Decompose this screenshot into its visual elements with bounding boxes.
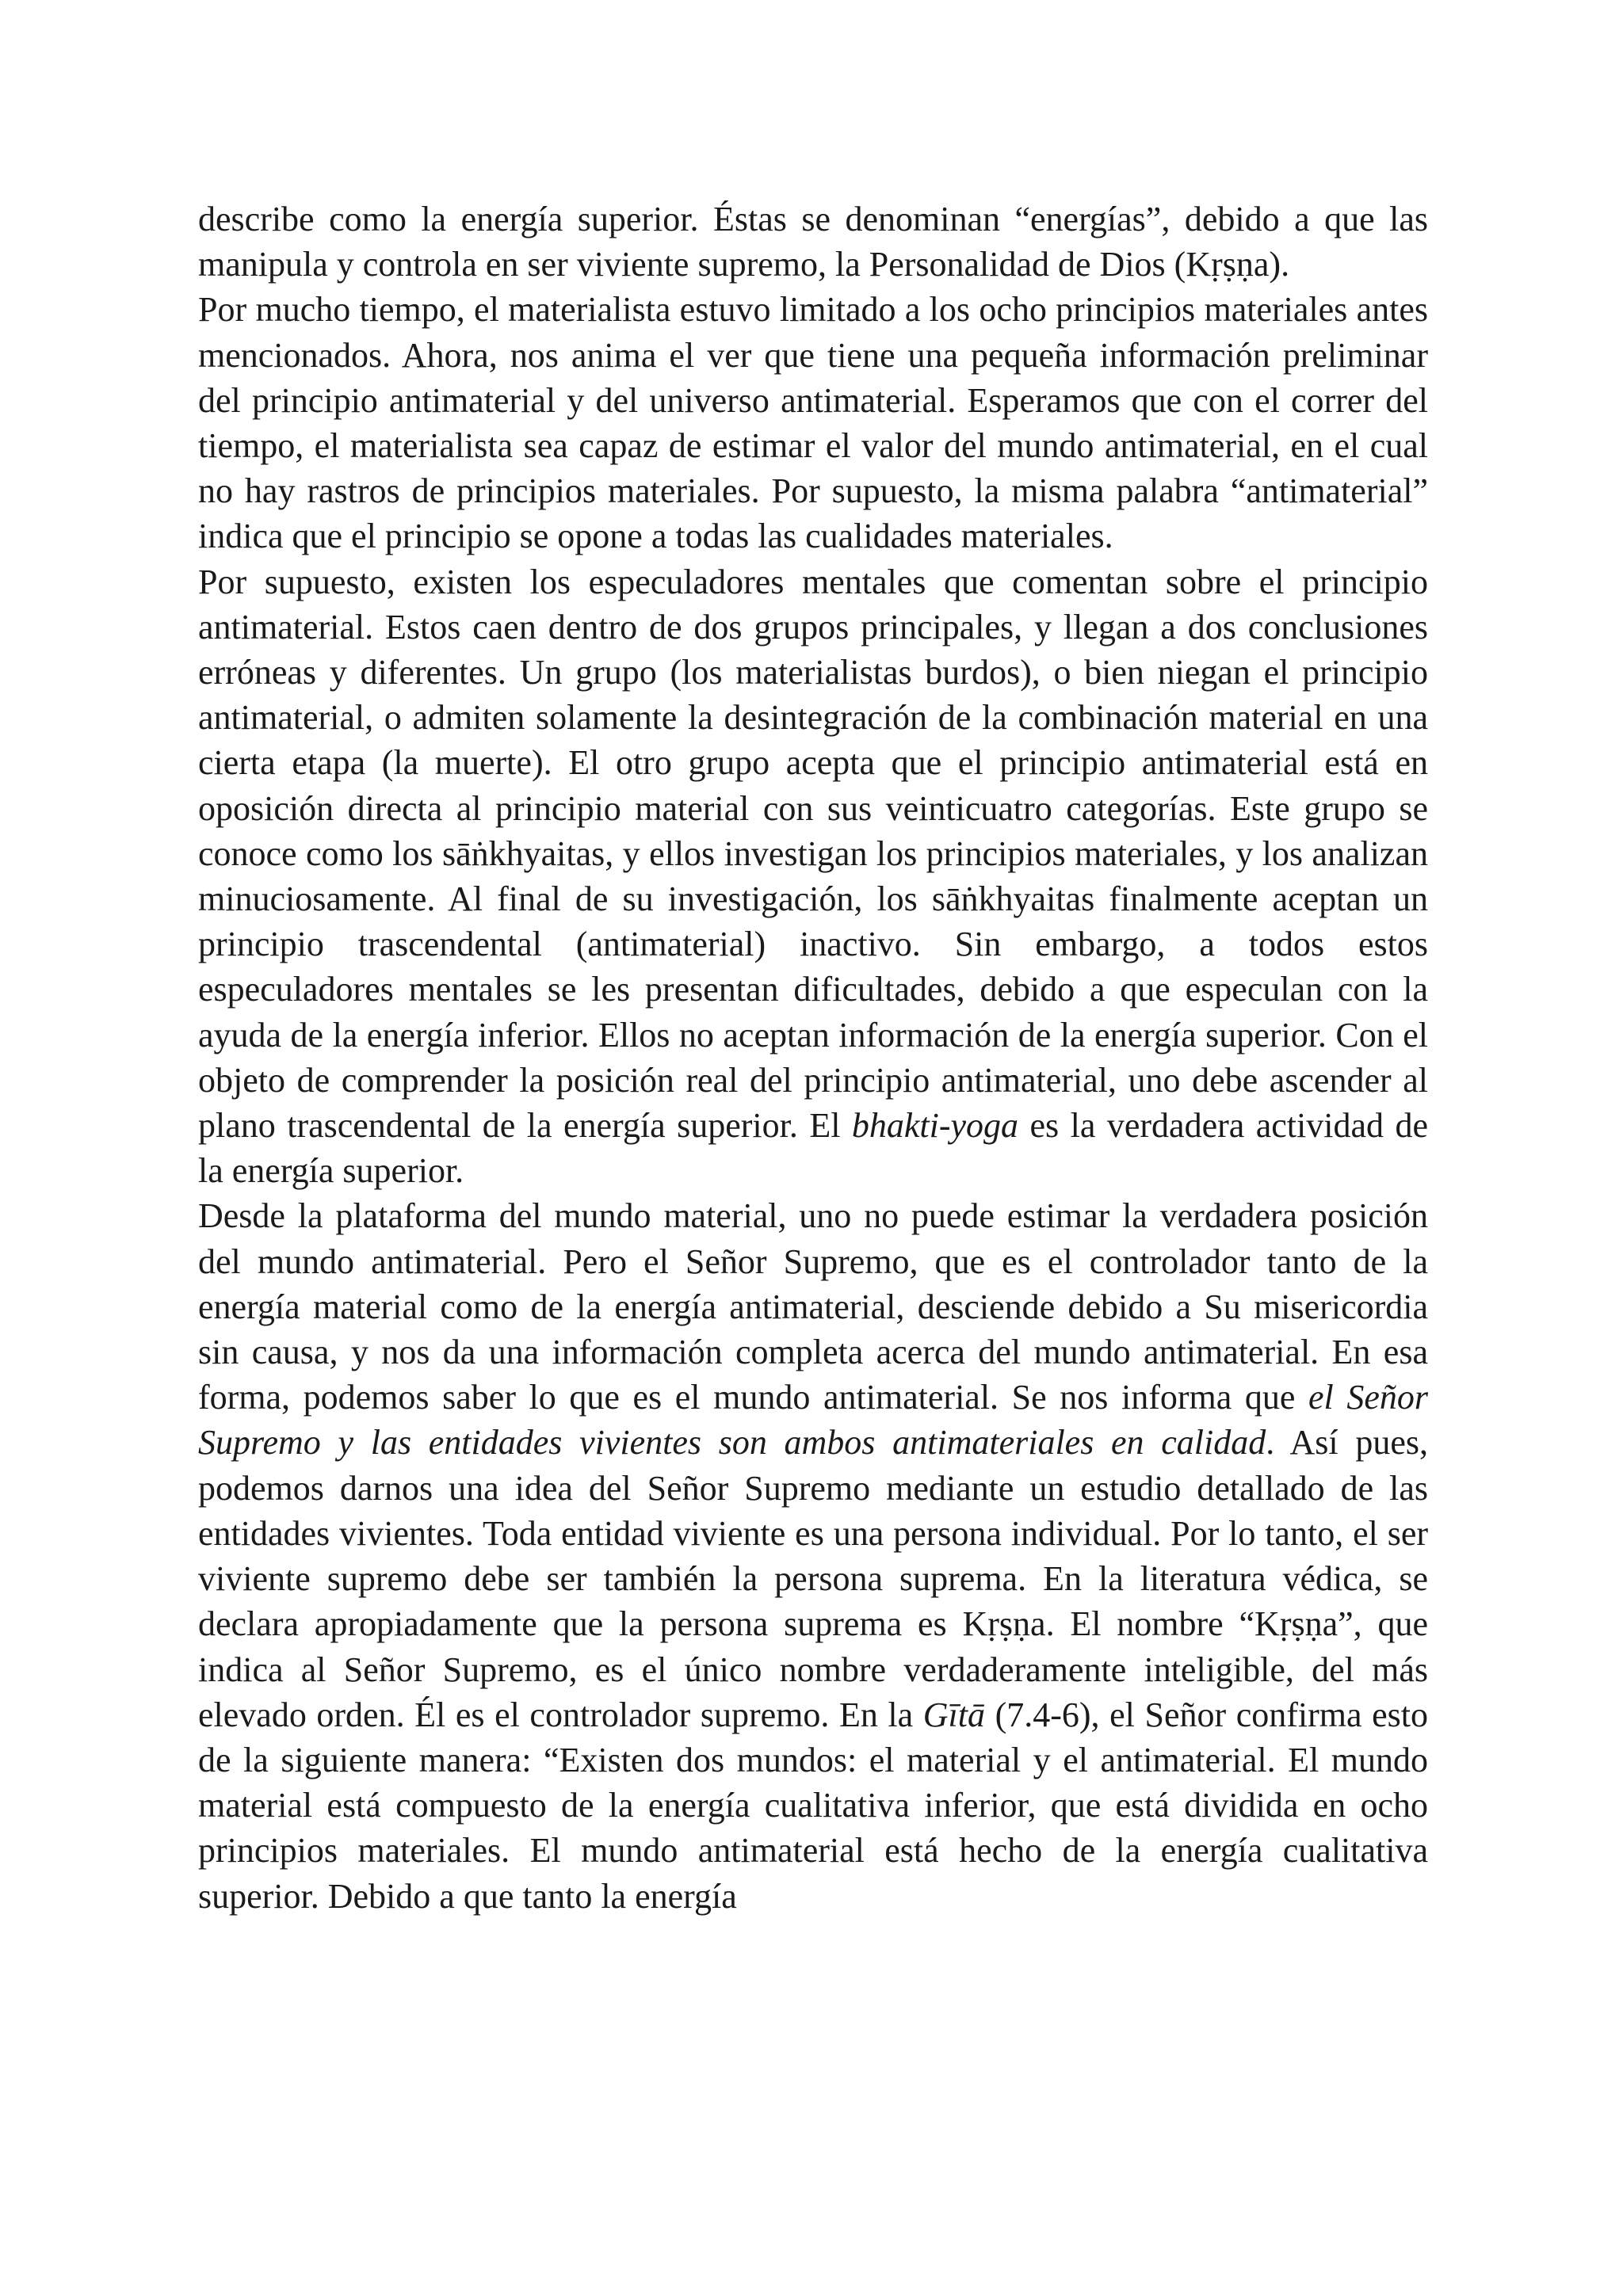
body-text	[198, 196, 1428, 1919]
paragraph	[198, 1193, 1428, 1918]
italic-emphasis: el Señor Supremo y las entidades vivientes son ambos antimateriales en calidad	[198, 1378, 1428, 1463]
paragraph	[198, 559, 1428, 1194]
text-run: Por supuesto, existen los especuladores mentales que comentan sobre el principio antimaterial. Estos caen dentro de dos grupos principales, y llegan a dos conclusiones erróneas y diferentes. Un grupo (los materialistas burdos), o bien niegan el principio antimaterial, o admiten solamente la desintegración de la combinación material en una cierta etapa (la muerte). El otro grupo acepta que el principio antimaterial está en oposición directa al principio material con sus veinticuatro categorías. Este grupo se conoce como los sāṅkhyaitas, y ellos investigan los principios materiales, y los analizan minuciosamente. Al final de su investigación, los sāṅkhyaitas finalmente aceptan un principio trascendental (antimaterial) inactivo. Sin embargo, a todos estos especuladores mentales se les presentan dificultades, debido a que especulan con la ayuda de la energía inferior. Ellos no aceptan información de la energía superior. Con el objeto de comprender la posición real del principio antimaterial, uno debe ascender al plano trascendental de la energía superior. El	[198, 562, 1428, 1146]
italic-title-gita: Gītā	[922, 1695, 985, 1734]
text-run: Por mucho tiempo, el materialista estuvo limitado a los ocho principios materiales antes mencionados. Ahora, nos anima el ver que tiene una pequeña información preliminar del principio antimaterial y del universo antimaterial. Esperamos que con el correr del tiempo, el materialista sea capaz de estimar el valor del mundo antimaterial, en el cual no hay rastros de principios materiales. Por supuesto, la misma palabra “antimaterial” indica que el principio se opone a todas las cualidades materiales.	[198, 290, 1428, 556]
italic-term-bhakti-yoga: bhakti-yoga	[851, 1106, 1019, 1146]
text-run: es la verdadera actividad de la energía superior.	[198, 1106, 1428, 1191]
text-run: (7.4-6), el Señor confirma esto de la siguiente manera: “Existen dos mundos: el material y el antimaterial. El mundo material está compuesto de la energía cualitativa inferior, que está dividida en ocho principios materiales. El mundo antimaterial está hecho de la energía cualitativa superior. Debido a que tanto la energía	[198, 1695, 1428, 1916]
text-run: . Así pues, podemos darnos una idea del Señor Supremo mediante un estudio detallado de las entidades vivientes. Toda entidad viviente es una persona individual. Por lo tanto, el ser viviente supremo debe ser también la persona suprema. En la literatura védica, se declara apropiadamente que la persona suprema es Kṛṣṇa. El nombre “Kṛṣṇa”, que indica al Señor Supremo, es el único nombre verdaderamente inteligible, del más elevado orden. Él es el controlador supremo. En la	[198, 1423, 1428, 1734]
text-run: Desde la plataforma del mundo material, uno no puede estimar la verdadera posición del mundo antimaterial. Pero el Señor Supremo, que es el controlador tanto de la energía material como de la energía antimaterial, desciende debido a Su misericordia sin causa, y nos da una información completa acerca del mundo antimaterial. En esa forma, podemos saber lo que es el mundo antimaterial. Se nos informa que	[198, 1196, 1428, 1417]
text-run: describe como la energía superior. Éstas se denominan “energías”, debido a que las manipula y controla en ser viviente supremo, la Personalidad de Dios (Kṛṣṇa).	[198, 200, 1428, 284]
paragraph	[198, 196, 1428, 287]
paragraph	[198, 287, 1428, 559]
